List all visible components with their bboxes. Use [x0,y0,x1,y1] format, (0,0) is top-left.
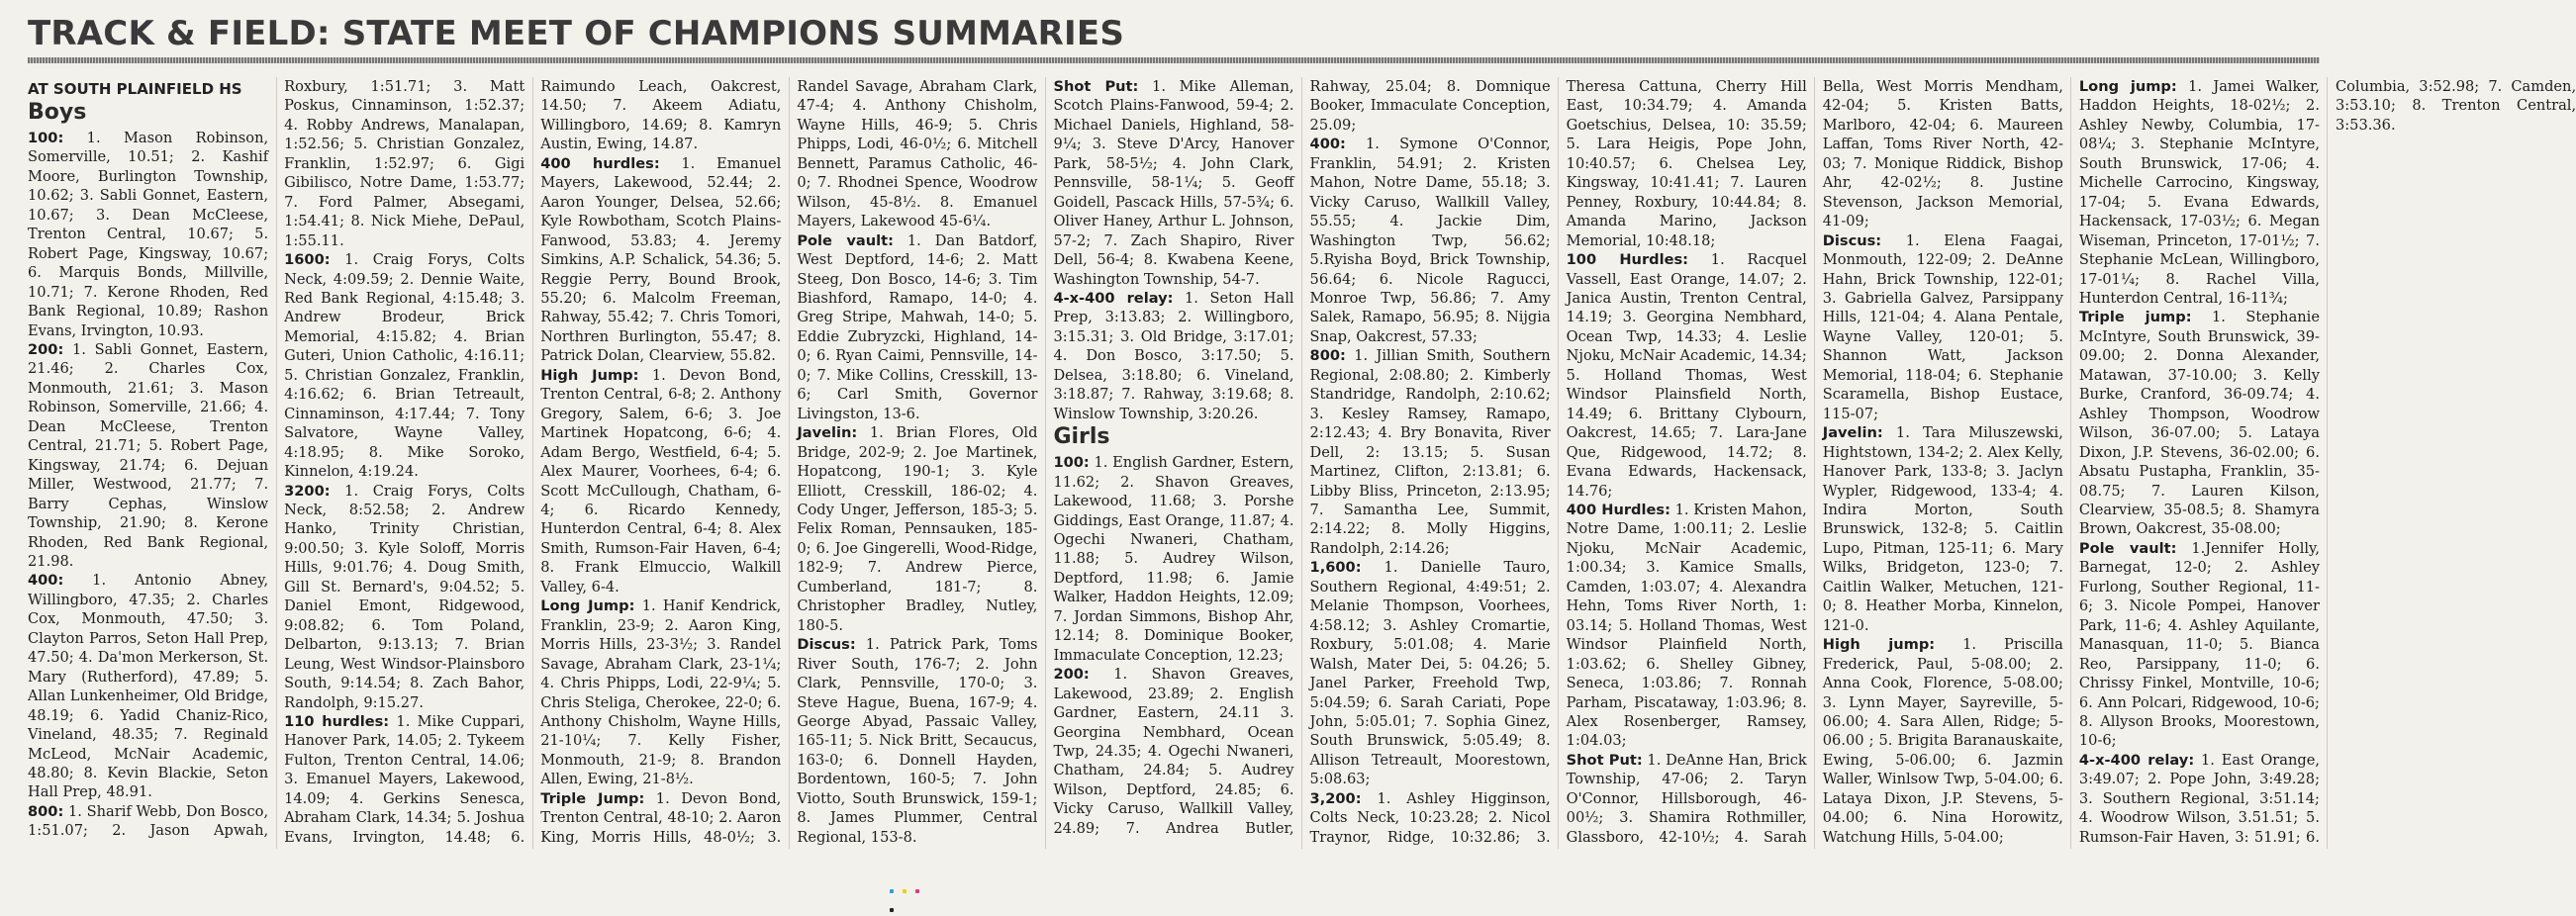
event-results-text: 1. Sabli Gonnet, Eastern, 21.46; 2. Charles Cox, Monmouth, 21.61; 3. Mason Robinson, Somerville, 21.66; 4. Dean McCleese, Trenton Central, 21.71; 5. Robert Page, Kingsway, 21.74; 6. Dejuan Miller, Westwood, 21.77; 7. Barry Cephas, Winslow Township, 21.90; 8. Kerone Rhoden, Red Bank Regional, 21.98. [28,340,269,570]
event-results-text: 1. Devon Bond, Trenton Central, 48-10; 2. Aaron King, Morris Hills, 48-0½; 3. Randel Savage, Abraham Clark, 47-4; 4. Anthony Chisholm, Wayne Hills, 46-9; 5. Chris Phipps, Lodi, 46-0½; 6. Mitchell Bennett, Paramus Catholic, 46-0; 7. Rhodnei Spence, Woodrow Wilson, 45-8½. 8. Emanuel Mayers, Lakewood 45-6¼. [540,78,1038,846]
event-results-text: 1. Racquel Vassell, East Orange, 14.07; 2. Janica Austin, Trenton Central, 14.19; 3. Georgina Nembhard, Ocean Twp, 14.33; 4. Leslie Njoku, McNair Academic, 14.34; 5. Holland Thomas, West Windsor Plainsfield North, 14.49; 6. Brittany Clybourn, Oakcrest, 14.65; 7. Lara-Jane Que, Ridgewood, 14.72; 8. Evana Edwards, Hackensack, 14.76; [1566,251,1807,500]
event-results-text: 1. Mike Cuppari, Hanover Park, 14.05; 2. Tykeem Fulton, Trenton Central, 14.06; 3. Emanuel Mayers, Lakewood, 14.09; 4. Gerkins Senesca, Abraham Clark, 14.34; 5. Joshua Evans, Irvington, 14.48; 6. Raimundo Leach, Oakcrest, 14.50; 7. Akeem Adiatu, Willingboro, 14.69; 8. Kamryn Austin, Ewing, 14.87. [284,78,782,846]
event-result [1823,635,2063,847]
event-results-text: 1. Sharif Webb, Don Bosco, 1:51.07; 2. Jason Apwah, Roxbury, 1:51.71; 3. Matt Poskus, Cinnaminson, 1:52.37; 4. Robby Andrews, Manalapan, 1:52.56; 5. Christian Gonzalez, Franklin, 1:52.97; 6. Gigi Gibilisco, Notre Dame, 1:53.77; 7. Ford Palmer, Absegami, 1:54.41; 8. Nick Miehe, DePaul, 1:55.11. [28,78,525,840]
event-result [1310,346,1551,558]
event-result [797,231,1037,424]
section-heading-girls: Girls [1053,424,1110,450]
event-name: 3,200: [1309,789,1362,807]
registration-mark-yellow [903,889,906,893]
event-result [2079,308,2320,538]
event-result [284,250,525,481]
event-name: Pole vault: [797,231,894,249]
event-result [540,596,781,789]
event-name: Pole vault: [2078,539,2177,557]
event-name: Shot Put: [1566,751,1643,769]
event-results-text: 1. East Orange, 3:49.07; 2. Pope John, 3:49.28; 3. Southern Regional, 3:51.14; 4. Woodrow Wilson, 3.51.51; 5. Rumson-Fair Haven, 3: 51.91; 6. Columbia, 3:52.98; 7. Camden, 3:53.10; 8. Trenton Central, 3:53.36. [2078,78,2576,846]
event-name: 200: [1053,666,1090,684]
event-results-text: 1. Kristen Mahon, Notre Dame, 1:00.11; 2. Leslie Njoku, McNair Academic, 1:00.34; 3. Kamice Smalls, Camden, 1:03.07; 4. Alexandra Hehn, Toms River North, 1: 03.14; 5. Holland Thomas, West Windsor Plainfield North, 1:03.62; 6. Shelley Gibney, Seneca, 1:03.86; 7. Ronnah Parham, Piscataway, 1:03.96; 8. Alex Rosenberger, Ramsey, 1:04.03; [1566,501,1807,750]
event-results-text: 1. Ashley Higginson, Colts Neck, 10:23.28; 2. Nicol Traynor, Ridge, 10:32.86; 3. Theresa Cattuna, Cherry Hill East, 10:34.79; 4. Amanda Goetschius, Delsea, 10: 35.59; 5. Lara Heigis, Pope John, 10:40.57; 6. Chelsea Ley, Kingsway, 10:41.41; 7. Lauren Penney, Roxbury, 10:44.84; 8. Amanda Marino, Jackson Memorial, 10:48.18; [1309,78,1807,846]
event-name: Shot Put: [1053,78,1139,95]
registration-mark-black [890,908,894,912]
event-name: High jump: [1822,636,1936,654]
event-name: Discus: [797,636,856,654]
event-name: High Jump: [540,366,639,384]
event-results-text: 1. DeAnne Han, Brick Township, 47-06; 2. Taryn O'Connor, Hillsborough, 46-00½; 3. Shamira Rothmiller, Glassboro, 42-10½; 4. Sarah Bella, West Morris Mendham, 42-04; 5. Kristen Batts, Marlboro, 42-04; 6. Maureen Laffan, Toms River North, 42-03; 7. Monique Riddick, Bishop Ahr, 42-02½; 8. Justine Stevenson, Jackson Memorial, 41-09; [1566,78,2063,846]
event-results-text: 1. Priscilla Frederick, Paul, 5-08.00; 2. Anna Cook, Florence, 5-08.00; 3. Lynn Mayer, Sayreville, 5-06.00; 4. Sara Allen, Ridge; 5-06.00 ; 5. Brigita Baranauskaite, Ewing, 5-06.00; 6. Jazmin Waller, Winlsow Twp, 5-04.00; 6. Lataya Dixon, J.P. Stevens, 5-04.00; 6. Nina Horowitz, Watchung Hills, 5-04.00; [1822,636,2063,846]
event-results-text: 1. Tara Miluszewski, Hightstown, 134-2; 2. Alex Kelly, Hanover Park, 133-8; 3. Jaclyn Wypler, Ridgewood, 133-4; 4. Indira Morton, South Brunswick, 132-8; 5. Caitlin Lupo, Pitman, 125-11; 6. Mary Wilks, Bridgeton, 123-0; 7. Caitlin Walker, Metuchen, 121-0; 8. Heather Morba, Kinnelon, 121-0. [1822,424,2063,634]
event-result [540,154,781,366]
event-name: 800: [1309,347,1346,365]
event-results-text: 1. Hanif Kendrick, Franklin, 23-9; 2. Aaron King, Morris Hills, 23-3½; 3. Randel Savage, Abraham Clark, 23-1¼; 4. Chris Phipps, Lodi, 22-9¼; 5. Chris Steliga, Cherokee, 22-0; 6. Anthony Chisholm, Wayne Hills, 21-10¼; 7. Kelly Fisher, Monmouth, 21-9; 8. Brandon Allen, Ewing, 21-8½. [540,597,782,788]
headline-rule [28,57,2320,63]
event-results-text: 1. Craig Forys, Colts Neck, 8:52.58; 2. Andrew Hanko, Trinity Christian, 9:00.50; 3. Kyle Soloff, Morris Hills, 9:01.76; 4. Doug Smith, Gill St. Bernard's, 9:04.52; 5. Daniel Emont, Ridgewood, 9:08.82; 6. Tom Poland, Delbarton, 9:13.13; 7. Brian Leung, West Windsor-Plainsboro South, 9:14.54; 8. Zach Bahor, Randolph, 9:15.27. [284,482,525,711]
event-results-text: 1. Patrick Park, Toms River South, 176-7; 2. John Clark, Pennsville, 170-0; 3. Steve Hague, Buena, 167-9; 4. George Abyad, Passaic Valley, 165-11; 5. Nick Britt, Secaucus, 163-0; 6. Donnell Hayden, Bordentown, 160-5; 7. John Viotto, South Brunswick, 159-1; 8. James Plummer, Central Regional, 153-8. [797,636,1038,846]
event-name: 100: [28,130,64,146]
event-results-text: 1. Danielle Tauro, Southern Regional, 4:49:51; 2. Melanie Thompson, Voorhees, 4:58.12; 3. Ashley Cromartie, Roxbury, 5:01.08; 4. Marie Walsh, Mater Dei, 5: 04.26; 5. Janel Parker, Freehold Twp, 5:04.59; 6. Sarah Cariati, Pope John, 5:05.01; 7. Sophia Ginez, South Brunswick, 5:05.49; 8. Allison Tetreault, Moorestown, 5:08.63; [1309,559,1551,788]
event-result [1053,453,1293,665]
event-name: 200: [28,340,64,358]
event-results-text: 1. Mike Alleman, Scotch Plains-Fanwood, 59-4; 2. Michael Daniels, Highland, 58-9¼; 3. Steve D'Arcy, Hanover Park, 58-5½; 4. John Clark, Pennsville, 58-1¼; 5. Geoff Goidell, Pascack Hills, 57-5¾; 6. Oliver Haney, Arthur L. Johnson, 57-2; 7. Zach Shapiro, River Dell, 56-4; 8. Kwabena Keene, Washington Township, 54-7. [1053,78,1294,288]
event-results-text: 1. Dan Batdorf, West Deptford, 14-6; 2. Matt Steeg, Don Bosco, 14-6; 3. Tim Biashford, Ramapo, 14-0; 4. Greg Stripe, Mahwah, 14-0; 5. Eddie Zubryzcki, Highland, 14-0; 6. Ryan Caimi, Pennsville, 14-0; 7. Mike Collins, Cresskill, 13-6; Carl Smith, Governor Livingston, 13-6. [797,231,1038,422]
event-name: 400 Hurdles: [1566,501,1670,518]
event-result [28,340,268,571]
dateline: AT SOUTH PLAINFIELD HS [28,80,242,98]
registration-mark-magenta [915,889,919,893]
event-result [1053,77,1293,289]
event-name: Triple jump: [2078,309,2192,326]
event-results-text: 1. Jillian Smith, Southern Regional, 2:08.80; 2. Kimberly Standridge, Randolph, 2:10.62; 3. Kesley Ramsey, Ramapo, 2:12.43; 4. Bry Bonavita, River Dell, 2: 13.15; 5. Susan Martinez, Clifton, 2:13.81; 6. Libby Bliss, Princeton, 2:13.95; 7. Samantha Lee, Summit, 2:14.22; 8. Molly Higgins, Randolph, 2:14.26; [1309,347,1551,557]
event-name: 400: [1309,136,1346,153]
event-name: Long Jump: [540,597,635,615]
event-result [1823,231,2063,424]
section-heading-boys: Boys [28,100,87,125]
event-results-text: 1. Brian Flores, Old Bridge, 202-9; 2. Joe Martinek, Hopatcong, 190-1; 3. Kyle Elliott, Cresskill, 186-02; 4. Cody Unger, Jefferson, 185-3; 5. Felix Roman, Pennsauken, 185-0; 6. Joe Gingerelli, Wood-Ridge, 182-9; 7. Andrew Pierce, Cumberland, 181-7; 8. Christopher Bradley, Nutley, 180-5. [797,424,1038,634]
event-results-text: 1. Symone O'Connor, Franklin, 54.91; 2. Kristen Mahon, Notre Dame, 55.18; 3. Vicky Caruso, Wallkill Valley, 55.55; 4. Jackie Dim, Washington Twp, 56.62; 5.Ryisha Boyd, Brick Township, 56.64; 6. Nicole Ragucci, Monroe Twp, 56.86; 7. Amy Salek, Ramapo, 56.95; 8. Nijgia Snap, Oakcrest, 57.33; [1309,136,1551,345]
event-name: 3200: [284,482,331,500]
event-name: 400: [28,572,64,590]
event-name: 1600: [284,251,331,269]
registration-marks [888,878,927,890]
event-results-text: 1. English Gardner, Estern, 11.62; 2. Shavon Greaves, Lakewood, 11.68; 3. Porshe Giddings, East Orange, 11.87; 4. Ogechi Nwaneri, Chatham, 11.88; 5. Audrey Wilson, Deptford, 11.98; 6. Jamie Walker, Haddon Heights, 12.09; 7. Jordan Simmons, Bishop Ahr, 12.14; 8. Dominique Booker, Immaculate Conception, 12.23; [1053,454,1294,664]
event-result [1053,289,1293,423]
event-name: Javelin: [1822,424,1883,442]
event-results-text: 1.Jennifer Holly, Barnegat, 12-0; 2. Ashley Furlong, Souther Regional, 11-6; 3. Nicole Pompei, Hanover Park, 11-6; 4. Ashley Aquilante, Manasquan, 11-0; 5. Bianca Reo, Parsippany, 11-0; 6. Chrissy Finkel, Montville, 10-6; 6. Ann Polcari, Ridgewood, 10-6; 8. Allyson Brooks, Moorestown, 10-6; [2078,539,2320,750]
event-results-text: 1. Shavon Greaves, Lakewood, 23.89; 2. English Gardner, Eastern, 24.11 3. Georgina Nembhard, Ocean Twp, 24.35; 4. Ogechi Nwaneri, Chatham, 24.84; 5. Audrey Wilson, Deptford, 24.85; 6. Vicky Caruso, Wallkill Valley, 24.89; 7. Andrea Butler, Rahway, 25.04; 8. Domnique Booker, Immaculate Conception, 25.09; [1053,78,1551,837]
event-name: 4-x-400 relay: [2078,751,2195,769]
event-name: 100: [1053,454,1090,472]
event-result [1310,558,1551,788]
event-result [1823,423,2063,635]
event-result [2079,539,2320,751]
event-results-text: 1. Craig Forys, Colts Neck, 4:09.59; 2. Dennie Waite, Red Bank Regional, 4:15.48; 3. Andrew Brodeur, Brick Memorial, 4:15.82; 4. Brian Guteri, Union Catholic, 4:16.11; 5. Christian Gonzalez, Franklin, 4:16.62; 6. Brian Tetreault, Cinnaminson, 4:17.44; 7. Tony Salvatore, Wayne Valley, 4:18.95; 8. Mike Soroko, Kinnelon, 4:19.24. [284,251,525,481]
event-name: Javelin: [797,424,858,442]
event-name: 110 hurdles: [284,712,390,730]
event-results-text: 1. Devon Bond, Trenton Central, 6-8; 2. Anthony Gregory, Salem, 6-6; 3. Joe Martinek Hopatcong, 6-6; 4. Adam Bergo, Westfield, 6-4; 5. Alex Maurer, Voorhees, 6-4; 6. Scott McCullough, Chatham, 6-4; 6. Ricardo Kennedy, Hunterdon Central, 6-4; 8. Alex Smith, Rumson-Fair Haven, 6-4; 8. Frank Elmuccio, Walkill Valley, 6-4. [540,366,782,595]
registration-mark-cyan [890,889,894,893]
results-columns [28,77,2576,849]
event-result [1567,250,1807,501]
event-result [540,366,781,596]
event-results-text: 1. Elena Faagai, Monmouth, 122-09; 2. DeAnne Hahn, Brick Township, 122-01; 3. Gabriella Galvez, Parsippany Hills, 121-04; 4. Alana Pentale, Wayne Valley, 120-01; 5. Shannon Watt, Jackson Memorial, 118-04; 6. Stephanie Scaramella, Bishop Eustace, 115-07; [1822,231,2063,422]
event-result [2079,77,2320,308]
headline: TRACK & FIELD: STATE MEET OF CHAMPIONS SUMMARIES [28,14,1125,53]
event-name: Discus: [1822,231,1882,249]
event-result [797,635,1037,847]
event-name: 4-x-400 relay: [1053,289,1174,307]
event-name: 1,600: [1309,559,1362,577]
event-results-text: 1. Jamei Walker, Haddon Heights, 18-02½; 2. Ashley Newby, Columbia, 17-08¼; 3. Stephanie McIntyre, South Brunswick, 17-06; 4. Michelle Carrocino, Kingsway, 17-04; 5. Evana Edwards, Hackensack, 17-03½; 6. Megan Wiseman, Princeton, 17-01½; 7. Stephanie McLean, Willingboro, 17-01¼; 8. Rachel Villa, Hunterdon Central, 16-11¾; [2078,78,2320,307]
event-result [284,482,525,712]
event-results-text: 1. Emanuel Mayers, Lakewood, 52.44; 2. Aaron Younger, Delsea, 52.66; Kyle Rowbotham, Scotch Plains-Fanwood, 53.83; 4. Jeremy Simkins, A.P. Schalick, 54.36; 5. Reggie Perry, Bound Brook, 55.20; 6. Malcolm Freeman, Rahway, 55.42; 7. Chris Tomori, Northren Burlington, 55.47; 8. Patrick Dolan, Clearview, 55.82. [540,154,782,365]
event-result [28,571,268,801]
event-result [1310,135,1551,346]
event-result [797,423,1037,635]
event-results-text: 1. Seton Hall Prep, 3:13.83; 2. Willingboro, 3:15.31; 3. Old Bridge, 3:17.01; 4. Don Bosco, 3:17.50; 5. Delsea, 3:18.80; 6. Vineland, 3:18.87; 7. Rahway, 3:19.68; 8. Winslow Township, 3:20.26. [1053,289,1294,422]
event-name: 800: [28,802,64,820]
event-results-text: 1. Antonio Abney, Willingboro, 47.35; 2. Charles Cox, Monmouth, 47.50; 3. Clayton Parros, Seton Hall Prep, 47.50; 4. Da'mon Merkerson, St. Mary (Rutherford), 47.89; 5. Allan Lunkenheimer, Old Bridge, 48.19; 6. Yadid Chaniz-Rico, Vineland, 48.35; 7. Reginald McLeod, McNair Academic, 48.80; 8. Kevin Blackie, Seton Hall Prep, 48.91. [28,572,269,801]
sections-container [28,77,2576,849]
event-results-text: 1. Stephanie McIntyre, South Brunswick, 39-09.00; 2. Donna Alexander, Matawan, 37-10.00; 3. Kelly Burke, Cranford, 36-09.74; 4. Ashley Thompson, Woodrow Wilson, 36-07.00; 5. Lataya Dixon, J.P. Stevens, 36-02.00; 6. Absatu Pustapha, Franklin, 35-08.75; 7. Lauren Kilson, Clearview, 35-08.5; 8. Shamyra Brown, Oakcrest, 35-08.00; [2078,309,2320,538]
event-result [28,129,268,340]
event-name: Triple Jump: [540,789,645,807]
event-name: 400 hurdles: [540,154,660,172]
event-results-text: 1. Mason Robinson, Somerville, 10.51; 2. Kashif Moore, Burlington Township, 10.62; 3. Sabli Gonnet, Eastern, 10.67; 3. Dean McCleese, Trenton Central, 10.67; 5. Robert Page, Kingsway, 10.67; 6. Marquis Bonds, Millville, 10.71; 7. Kerone Rhoden, Red Bank Regional, 10.89; Rashon Evans, Irvington, 10.93. [28,130,269,339]
event-name: Long jump: [2078,78,2177,95]
event-result [1567,501,1807,751]
event-name: 100 Hurdles: [1566,251,1689,269]
